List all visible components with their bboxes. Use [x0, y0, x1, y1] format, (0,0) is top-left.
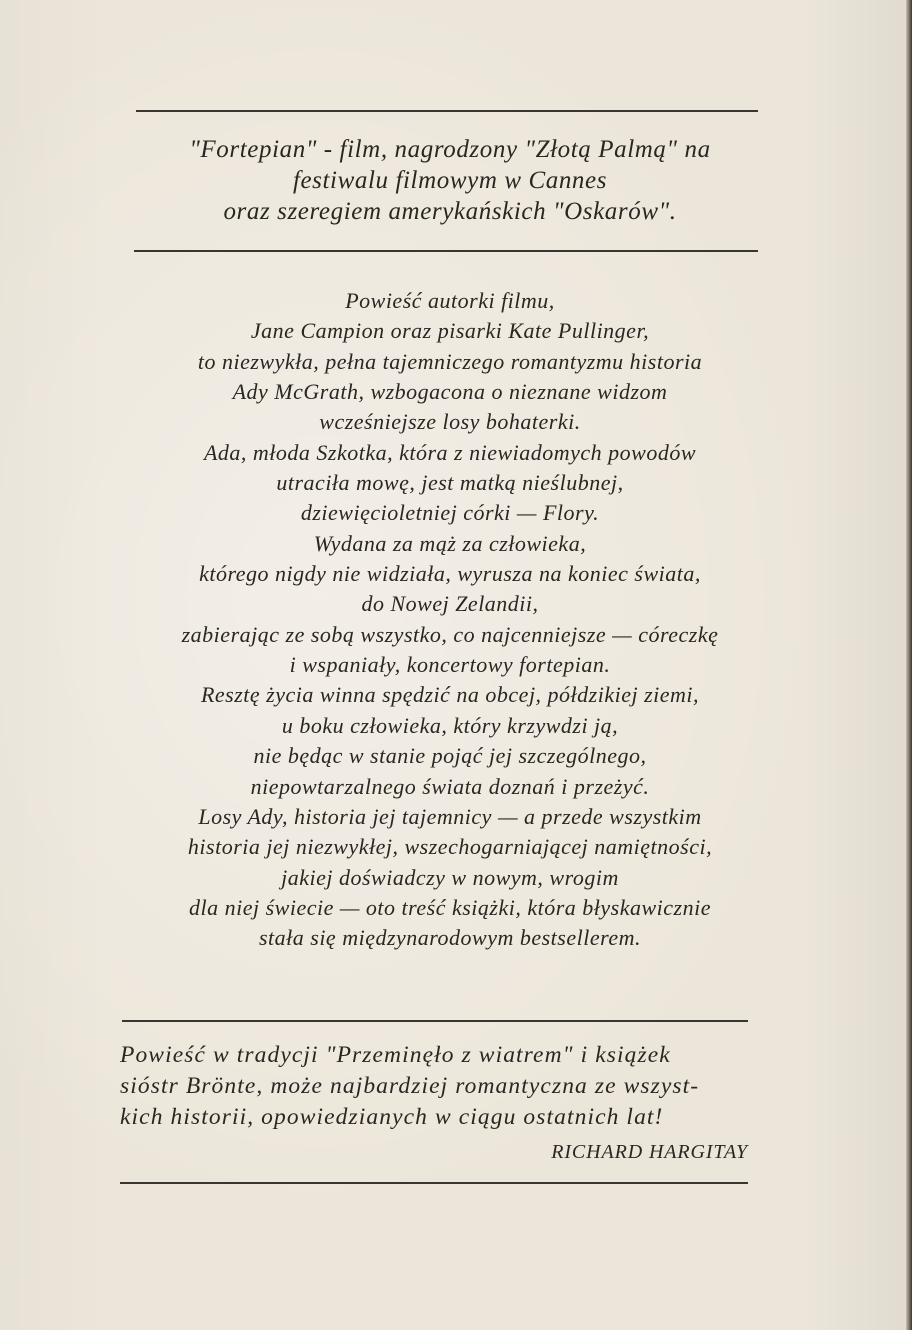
quote-author: RICHARD HARGITAY [551, 1141, 748, 1163]
header-blurb [120, 134, 780, 227]
description-line: dziewięcioletniej córki — Flory. [300, 500, 600, 526]
description-line: Ada, młoda Szkotka, która z niewiadomych powodów [203, 439, 697, 465]
header-line: "Fortepian" - film, nagrodzony "Złotą Palmą" na [189, 136, 711, 163]
description-text [120, 286, 780, 954]
description-line: którego nigdy nie widziała, wyrusza na koniec świata, [199, 561, 701, 587]
bottom-rule [120, 1182, 748, 1184]
description-line: dla niej świecie — oto treść książki, która błyskawicznie [189, 894, 711, 920]
description-line: Jane Campion oraz pisarki Kate Pullinger, [250, 318, 650, 344]
description-line: to niezwykła, pełna tajemniczego romantyzmu historia [197, 348, 703, 374]
quote-top-rule [122, 1020, 748, 1022]
header-line: festiwalu filmowym w Cannes [292, 167, 608, 194]
page-edge [906, 0, 912, 1330]
description-line: do Nowej Zelandii, [361, 591, 539, 617]
description-line: zabierając ze sobą wszystko, co najcenniejsze — córeczkę [181, 621, 719, 647]
quote-line: kich historii, opowiedzianych w ciągu ostatnich lat! [120, 1104, 664, 1130]
description-line: u boku człowieka, który krzywdzi ją, [281, 712, 619, 738]
description-line: i wspaniały, koncertowy fortepian. [289, 652, 611, 678]
description-line: stała się międzynarodowym bestsellerem. [258, 925, 642, 951]
description-line: Ady McGrath, wzbogacona o nieznane widzom [232, 379, 668, 405]
review-quote [120, 1040, 750, 1168]
description-line: Resztę życia winna spędzić na obcej, półdzikiej ziemi, [200, 682, 700, 708]
description-line: Powieść autorki filmu, [345, 288, 555, 313]
top-rule [136, 110, 758, 112]
description-line: utraciła mowę, jest matką nieślubnej, [276, 470, 624, 496]
description-line: Losy Ady, historia jej tajemnicy — a przede wszystkim [198, 803, 702, 829]
quote-line: Powieść w tradycji "Przeminęło z wiatrem" i książek [120, 1042, 671, 1068]
header-line: oraz szeregiem amerykańskich "Oskarów". [223, 198, 677, 225]
description-line: Wydana za mąż za człowieka, [313, 530, 587, 556]
description-line: nie będąc w stanie pojąć jej szczególnego, [253, 743, 647, 769]
header-bottom-rule [134, 250, 758, 252]
quote-line: sióstr Brönte, może najbardziej romantyczna ze wszyst- [120, 1073, 700, 1099]
description-line: historia jej niezwykłej, wszechogarniającej namiętności, [187, 834, 713, 860]
description-line: jakiej doświadczy w nowym, wrogim [281, 864, 619, 890]
description-line: wcześniejsze losy bohaterki. [319, 409, 581, 435]
description-line: niepowtarzalnego świata doznań i przeżyć. [250, 773, 650, 799]
